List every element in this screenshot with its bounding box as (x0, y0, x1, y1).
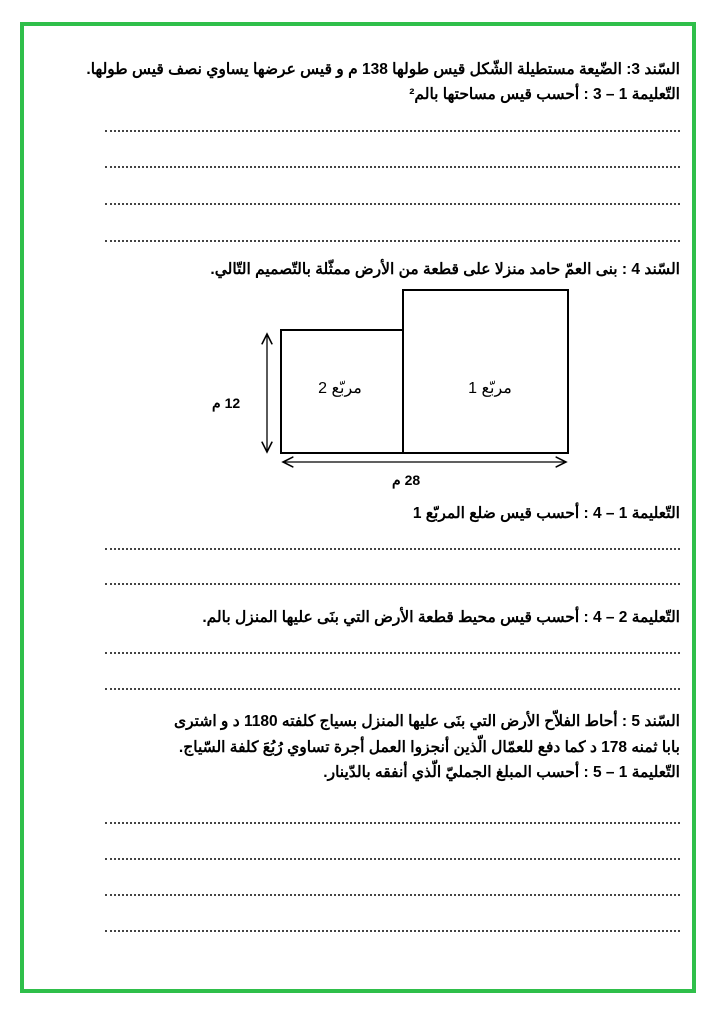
task-5-1: التّعليمة 1 – 5 : أحسب المبلغ الجمليّ الّذي أنفقه بالدّينار. (323, 764, 680, 781)
sanad5-text-1: السّند 5 : أحاط الفلاّح الأرض التي بنَى عليها المنزل بسياج كلفته 1180 د و اشترى (173, 713, 680, 730)
answer-line[interactable] (105, 583, 680, 585)
height-label: 12 م (212, 395, 241, 411)
width-label: 28 م (392, 472, 421, 488)
answer-line[interactable] (105, 930, 680, 932)
task-3-1: التّعليمة 1 – 3 : أحسب قيس مساحتها بالم² (409, 86, 680, 103)
answer-line[interactable] (105, 688, 680, 690)
answer-line[interactable] (105, 548, 680, 550)
square-1 (403, 290, 568, 453)
answer-line[interactable] (105, 822, 680, 824)
answer-line[interactable] (105, 894, 680, 896)
answer-line[interactable] (105, 652, 680, 654)
sanad4-text: السّند 4 : بنى العمّ حامد منزلا على قطعة من الأرض ممثّلة بالتّصميم التّالي. (210, 261, 680, 278)
task-4-1: التّعليمة 1 – 4 : أحسب قيس ضلع المربّع 1 (412, 505, 680, 522)
square-2-label: مربّع 2 (318, 380, 362, 397)
sanad5-text-2: بابا ثمنه 178 د كما دفع للعمّال الّذين أنجزوا العمل أجرة تساوي رُبُعَ كلفة السّياج. (178, 739, 680, 756)
sanad3-text: السّند 3: الضّيعة مستطيلة الشّكل قيس طولها 138 م و قيس عرضها يساوي نصف قيس طولها. (86, 61, 680, 78)
square-1-label: مربّع 1 (468, 380, 512, 397)
task-4-2: التّعليمة 2 – 4 : أحسب قيس محيط قطعة الأرض التي بنَى عليها المنزل بالم. (202, 609, 680, 626)
answer-line[interactable] (105, 858, 680, 860)
